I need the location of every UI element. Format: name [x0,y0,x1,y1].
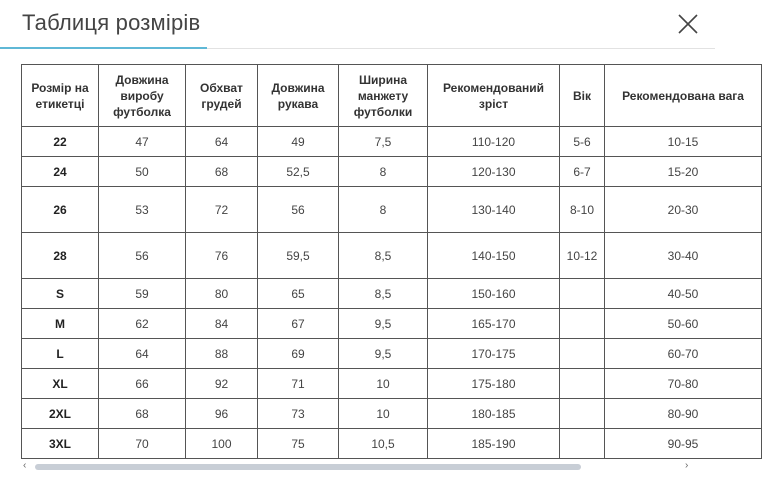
table-cell [560,309,605,339]
table-cell: 10-15 [605,127,762,157]
table-cell: 84 [186,309,258,339]
table-cell: 165-170 [428,309,560,339]
size-table [21,64,762,459]
column-header: Обхват грудей [186,65,258,127]
size-label-cell: 2XL [22,399,99,429]
table-cell: 64 [186,127,258,157]
size-label-cell: 24 [22,157,99,187]
table-row [22,369,762,399]
table-cell: 15-20 [605,157,762,187]
column-header: Довжина рукава [258,65,339,127]
table-cell: 92 [186,369,258,399]
table-cell: 9,5 [339,309,428,339]
table-cell: 10 [339,369,428,399]
size-label-cell: XL [22,369,99,399]
table-cell: 20-30 [605,187,762,233]
table-row [22,309,762,339]
table-cell: 56 [99,233,186,279]
table-cell: 185-190 [428,429,560,459]
column-header: Вік [560,65,605,127]
table-cell: 59 [99,279,186,309]
table-cell: 65 [258,279,339,309]
table-cell: 96 [186,399,258,429]
column-header: Розмір на етикетці [22,65,99,127]
size-label-cell: 22 [22,127,99,157]
table-row [22,399,762,429]
table-cell: 90-95 [605,429,762,459]
table-cell: 70-80 [605,369,762,399]
table-cell: 76 [186,233,258,279]
table-row [22,339,762,369]
table-cell: 80 [186,279,258,309]
table-cell [560,279,605,309]
table-header-row [22,65,762,127]
size-label-cell: M [22,309,99,339]
table-cell: 62 [99,309,186,339]
table-cell: 47 [99,127,186,157]
size-label-cell: 28 [22,233,99,279]
table-cell: 53 [99,187,186,233]
table-cell [560,399,605,429]
table-cell: 5-6 [560,127,605,157]
table-cell: 66 [99,369,186,399]
table-row [22,127,762,157]
size-label-cell: S [22,279,99,309]
table-cell: 8,5 [339,233,428,279]
scroll-right-icon[interactable]: › [685,460,689,471]
size-label-cell: 26 [22,187,99,233]
table-cell: 30-40 [605,233,762,279]
table-row [22,279,762,309]
table-cell: 140-150 [428,233,560,279]
table-cell: 72 [186,187,258,233]
table-cell: 10,5 [339,429,428,459]
table-cell [560,369,605,399]
table-cell: 150-160 [428,279,560,309]
header-accent-line [0,47,207,49]
table-row [22,157,762,187]
table-cell: 6-7 [560,157,605,187]
scroll-left-icon[interactable]: ‹ [23,460,27,471]
table-cell: 130-140 [428,187,560,233]
table-cell: 71 [258,369,339,399]
table-cell: 110-120 [428,127,560,157]
table-cell: 70 [99,429,186,459]
table-row [22,187,762,233]
table-cell: 40-50 [605,279,762,309]
table-cell: 50-60 [605,309,762,339]
table-cell: 175-180 [428,369,560,399]
table-cell: 49 [258,127,339,157]
column-header: Довжина виробу футболка [99,65,186,127]
close-icon[interactable] [676,12,700,36]
size-label-cell: 3XL [22,429,99,459]
table-cell: 56 [258,187,339,233]
table-row [22,233,762,279]
table-cell: 88 [186,339,258,369]
table-cell: 75 [258,429,339,459]
table-cell: 100 [186,429,258,459]
table-cell: 180-185 [428,399,560,429]
table-cell: 59,5 [258,233,339,279]
table-cell: 10-12 [560,233,605,279]
horizontal-scrollbar[interactable] [21,462,695,472]
column-header: Ширина манжету футболки [339,65,428,127]
table-cell: 64 [99,339,186,369]
table-row [22,429,762,459]
modal-title: Таблиця розмірів [22,10,201,35]
scrollbar-thumb[interactable] [35,464,581,470]
column-header: Рекомендований зріст [428,65,560,127]
table-cell: 170-175 [428,339,560,369]
table-cell [560,339,605,369]
modal-header [0,0,715,50]
size-table-container[interactable] [21,64,744,460]
table-cell: 73 [258,399,339,429]
table-cell: 60-70 [605,339,762,369]
table-cell: 120-130 [428,157,560,187]
table-cell: 9,5 [339,339,428,369]
table-cell: 80-90 [605,399,762,429]
table-cell: 68 [99,399,186,429]
table-cell: 8 [339,187,428,233]
table-cell: 50 [99,157,186,187]
table-cell: 69 [258,339,339,369]
table-cell: 8,5 [339,279,428,309]
table-cell: 68 [186,157,258,187]
table-cell: 8 [339,157,428,187]
column-header: Рекомендована вага [605,65,762,127]
table-cell: 52,5 [258,157,339,187]
table-cell: 8-10 [560,187,605,233]
table-cell: 7,5 [339,127,428,157]
table-cell: 10 [339,399,428,429]
table-cell [560,429,605,459]
size-label-cell: L [22,339,99,369]
table-cell: 67 [258,309,339,339]
